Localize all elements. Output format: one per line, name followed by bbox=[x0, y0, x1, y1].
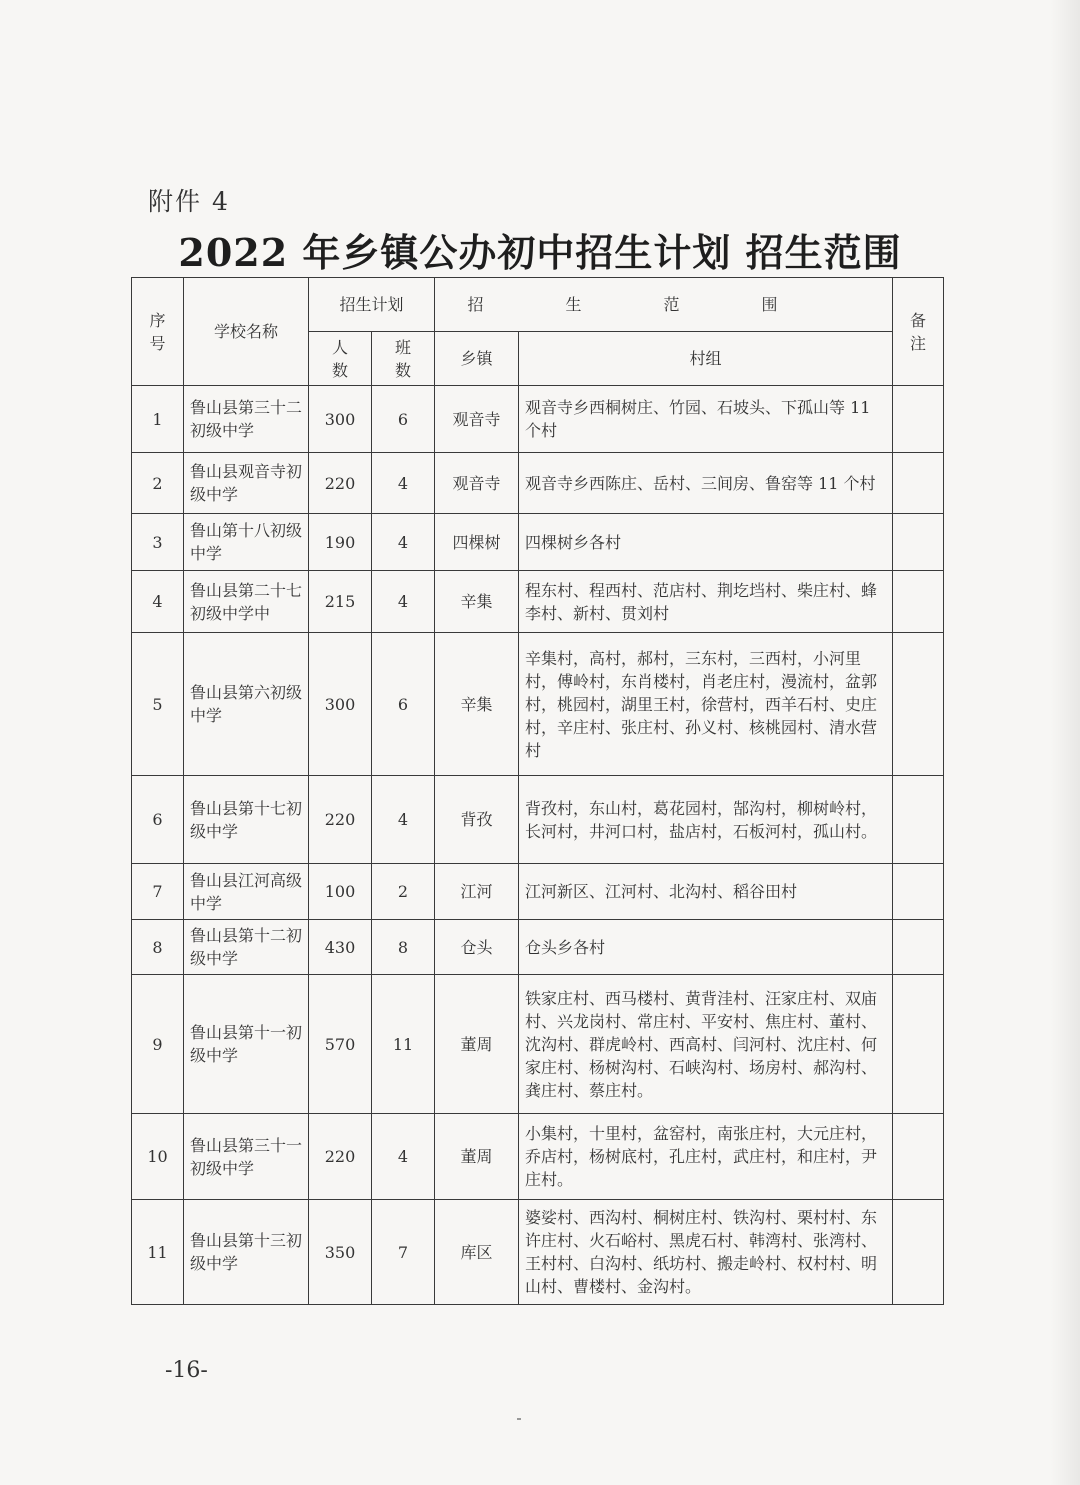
row-people: 100 bbox=[309, 864, 372, 920]
scan-speck bbox=[517, 1418, 521, 1420]
row-no: 4 bbox=[132, 571, 184, 633]
row-school: 鲁山县观音寺初级中学 bbox=[184, 453, 309, 514]
row-no: 2 bbox=[132, 453, 184, 514]
header-township: 乡镇 bbox=[435, 332, 519, 386]
row-people: 300 bbox=[309, 633, 372, 776]
row-classes: 4 bbox=[372, 571, 435, 633]
row-classes: 6 bbox=[372, 386, 435, 453]
row-no: 11 bbox=[132, 1200, 184, 1305]
row-school: 鲁山第十八初级中学 bbox=[184, 514, 309, 571]
row-classes: 6 bbox=[372, 633, 435, 776]
row-remark bbox=[893, 975, 944, 1114]
header-classes-bottom: 数 bbox=[395, 360, 412, 380]
row-remark bbox=[893, 864, 944, 920]
row-villages: 程东村、程西村、范店村、荆圪垱村、柴庄村、蜂李村、新村、贯刘村 bbox=[519, 571, 893, 633]
row-no: 9 bbox=[132, 975, 184, 1114]
row-villages: 观音寺乡西桐树庄、竹园、石坡头、下孤山等 11 个村 bbox=[519, 386, 893, 453]
header-seq bbox=[132, 278, 184, 386]
row-classes: 4 bbox=[372, 453, 435, 514]
row-school: 鲁山县第十一初级中学 bbox=[184, 975, 309, 1114]
row-no: 1 bbox=[132, 386, 184, 453]
row-villages: 仓头乡各村 bbox=[519, 920, 893, 975]
header-villages: 村组 bbox=[519, 332, 893, 386]
row-villages: 江河新区、江河村、北沟村、稻谷田村 bbox=[519, 864, 893, 920]
row-villages: 小集村，十里村，盆窑村，南张庄村，大元庄村，乔店村，杨树底村，孔庄村，武庄村，和庄村，尹庄村。 bbox=[519, 1114, 893, 1200]
row-people: 215 bbox=[309, 571, 372, 633]
row-people: 430 bbox=[309, 920, 372, 975]
row-classes: 2 bbox=[372, 864, 435, 920]
table-row bbox=[132, 920, 944, 975]
row-remark bbox=[893, 776, 944, 864]
row-township: 江河 bbox=[435, 864, 519, 920]
row-classes: 8 bbox=[372, 920, 435, 975]
row-school: 鲁山县第二十七初级中学中 bbox=[184, 571, 309, 633]
row-school: 鲁山县第六初级中学 bbox=[184, 633, 309, 776]
row-people: 220 bbox=[309, 776, 372, 864]
row-villages: 四棵树乡各村 bbox=[519, 514, 893, 571]
row-villages: 婆娑村、西沟村、桐树庄村、铁沟村、栗村村、东许庄村、火石峪村、黑虎石村、韩湾村、张湾村、王村村、白沟村、纸坊村、搬走岭村、权村村、明山村、曹楼村、金沟村。 bbox=[519, 1200, 893, 1305]
table-row bbox=[132, 633, 944, 776]
row-villages: 背孜村，东山村，葛花园村，郜沟村，柳树岭村，长河村，井河口村，盐店村，石板河村，孤山村。 bbox=[519, 776, 893, 864]
row-no: 8 bbox=[132, 920, 184, 975]
header-people bbox=[309, 332, 372, 386]
row-school: 鲁山县第十三初级中学 bbox=[184, 1200, 309, 1305]
row-township: 辛集 bbox=[435, 571, 519, 633]
row-township: 库区 bbox=[435, 1200, 519, 1305]
row-classes: 4 bbox=[372, 776, 435, 864]
row-classes: 4 bbox=[372, 1114, 435, 1200]
row-township: 董周 bbox=[435, 1114, 519, 1200]
table-row bbox=[132, 386, 944, 453]
page-number: -16- bbox=[165, 1358, 208, 1383]
row-classes: 7 bbox=[372, 1200, 435, 1305]
row-remark bbox=[893, 386, 944, 453]
row-villages: 铁家庄村、西马楼村、黄背洼村、汪家庄村、双庙村、兴龙岗村、常庄村、平安村、焦庄村、董村、沈沟村、群虎岭村、西高村、闫河村、沈庄村、何家庄村、杨树沟村、石峡沟村、场房村、郝沟村、龚庄村、蔡庄村。 bbox=[519, 975, 893, 1114]
row-township: 董周 bbox=[435, 975, 519, 1114]
table-row bbox=[132, 776, 944, 864]
row-remark bbox=[893, 1200, 944, 1305]
row-remark bbox=[893, 453, 944, 514]
row-township: 辛集 bbox=[435, 633, 519, 776]
row-remark bbox=[893, 1114, 944, 1200]
row-school: 鲁山县第三十一初级中学 bbox=[184, 1114, 309, 1200]
row-people: 220 bbox=[309, 1114, 372, 1200]
row-school: 鲁山县第十七初级中学 bbox=[184, 776, 309, 864]
header-remarks-top: 备 bbox=[910, 310, 927, 330]
header-classes-top: 班 bbox=[395, 337, 412, 357]
enrollment-plan-table bbox=[131, 277, 944, 1305]
row-school: 鲁山县第十二初级中学 bbox=[184, 920, 309, 975]
row-no: 6 bbox=[132, 776, 184, 864]
table-row bbox=[132, 514, 944, 571]
header-plan: 招生计划 bbox=[309, 278, 435, 332]
row-classes: 11 bbox=[372, 975, 435, 1114]
header-remarks-bottom: 注 bbox=[910, 333, 927, 353]
row-no: 5 bbox=[132, 633, 184, 776]
row-remark bbox=[893, 920, 944, 975]
row-people: 220 bbox=[309, 453, 372, 514]
table-row bbox=[132, 1200, 944, 1305]
row-people: 350 bbox=[309, 1200, 372, 1305]
row-people: 570 bbox=[309, 975, 372, 1114]
row-township: 四棵树 bbox=[435, 514, 519, 571]
table-row bbox=[132, 453, 944, 514]
attachment-label: 附件 4 bbox=[148, 187, 230, 216]
header-school-name: 学校名称 bbox=[184, 278, 309, 386]
table-row bbox=[132, 571, 944, 633]
row-township: 背孜 bbox=[435, 776, 519, 864]
header-seq-bottom: 号 bbox=[149, 333, 166, 353]
row-township: 仓头 bbox=[435, 920, 519, 975]
row-remark bbox=[893, 571, 944, 633]
header-classes bbox=[372, 332, 435, 386]
row-no: 10 bbox=[132, 1114, 184, 1200]
row-people: 300 bbox=[309, 386, 372, 453]
row-people: 190 bbox=[309, 514, 372, 571]
row-villages: 观音寺乡西陈庄、岳村、三间房、鲁窑等 11 个村 bbox=[519, 453, 893, 514]
row-township: 观音寺 bbox=[435, 386, 519, 453]
table-row bbox=[132, 864, 944, 920]
row-school: 鲁山县江河高级中学 bbox=[184, 864, 309, 920]
row-villages: 辛集村，高村，郝村，三东村，三西村，小河里村，傅岭村，东肖楼村，肖老庄村，漫流村，盆郭村，桃园村，湖里王村，徐营村，西羊石村、史庄村，辛庄村、张庄村、孙义村、核桃园村、清水营村 bbox=[519, 633, 893, 776]
row-remark bbox=[893, 514, 944, 571]
row-no: 7 bbox=[132, 864, 184, 920]
table-row bbox=[132, 1114, 944, 1200]
row-township: 观音寺 bbox=[435, 453, 519, 514]
row-no: 3 bbox=[132, 514, 184, 571]
header-people-top: 人 bbox=[331, 337, 348, 357]
header-scope: 招生范围 bbox=[435, 278, 893, 332]
header-seq-top: 序 bbox=[149, 310, 166, 330]
table-row bbox=[132, 975, 944, 1114]
header-remarks bbox=[893, 278, 944, 386]
row-remark bbox=[893, 633, 944, 776]
row-school: 鲁山县第三十二初级中学 bbox=[184, 386, 309, 453]
row-classes: 4 bbox=[372, 514, 435, 571]
page-title: 2022 年乡镇公办初中招生计划 招生范围 bbox=[178, 230, 902, 275]
header-people-bottom: 数 bbox=[331, 360, 348, 380]
